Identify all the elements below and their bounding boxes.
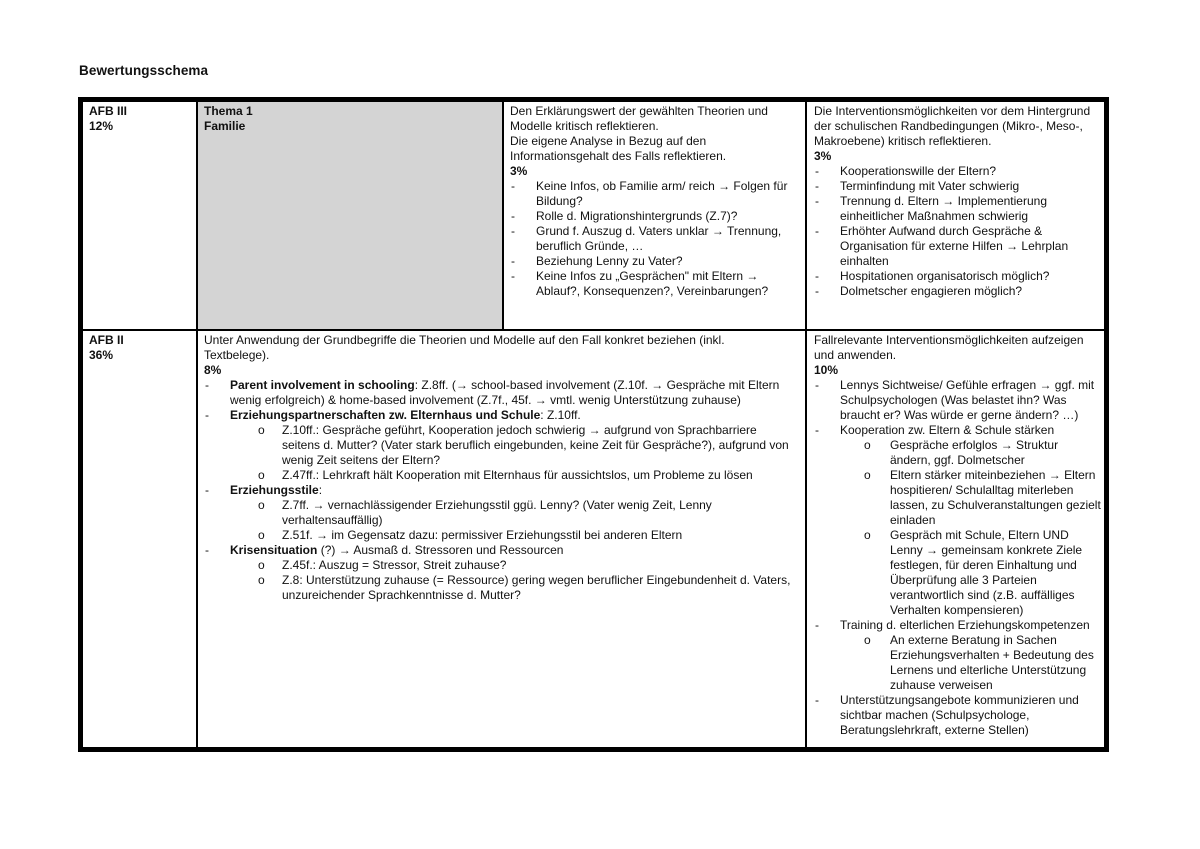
sub-list-item: o Z.47ff.: Lehrkraft hält Kooperation mit Elternhaus für aussichtslos, um Probleme zu lösen	[204, 468, 791, 483]
list-item: - Grund f. Auszug d. Vaters unklar → Trennung, beruflich Gründe, …	[510, 224, 788, 254]
concept-text: :	[318, 483, 323, 497]
concept-term: Parent involvement in schooling	[230, 378, 415, 392]
sub-list-item: o Z.8: Unterstützung zuhause (= Ressource) gering wegen beruflicher Eingebundenheit d. Vaters, unzureichender Sprachkenntnisse d. Mutter?	[204, 573, 791, 603]
row1-theme-cell	[198, 102, 502, 329]
row2-intervention-cell	[807, 331, 1104, 752]
application-percentage: 8%	[204, 363, 222, 377]
concept-text: (?) → Ausmaß d. Stressoren und Ressourcen	[317, 543, 564, 557]
intervention-intro: Die Interventionsmöglichkeiten vor dem Hintergrund der schulischen Randbedingungen (Mikro-, Meso-, Makroebene) kritisch reflektieren.	[814, 104, 1091, 148]
list-item	[204, 483, 791, 498]
intervention-percentage: 3%	[814, 149, 832, 163]
list-item: - Keine Infos, ob Familie arm/ reich → Folgen für Bildung?	[510, 179, 788, 209]
row2-afb-cell	[83, 331, 196, 752]
sub-list-item: o Eltern stärker miteinbeziehen → Eltern hospitieren/ Schulalltag miterleben lassen, zu Schulveranstaltungen gezielt einladen	[814, 468, 1102, 528]
concept-term: Erziehungsstile	[230, 483, 319, 497]
concept-term: Krisensituation	[230, 543, 318, 557]
list-item: - Dolmetscher engagieren möglich?	[814, 284, 1098, 299]
application-intro: Unter Anwendung der Grundbegriffe die Theorien und Modelle auf den Fall konkret beziehen (inkl. Textbelege).	[204, 333, 725, 362]
assessment-table	[78, 97, 1109, 752]
reflection-intro-2: Die eigene Analyse in Bezug auf den Informationsgehalt des Falls reflektieren.	[510, 134, 727, 163]
list-item: - Trennung d. Eltern → Implementierung einheitlicher Maßnahmen schwierig	[814, 194, 1098, 224]
sub-list-item: o An externe Beratung in Sachen Erziehungsverhalten + Bedeutung des Lernens und elterliche Unterstützung zuhause verweisen	[814, 633, 1102, 693]
list-item: - Beziehung Lenny zu Vater?	[510, 254, 788, 269]
sub-list-item: o Gespräch mit Schule, Eltern UND Lenny → gemeinsam konkrete Ziele festlegen, für deren Einhaltung und Überprüfung alle 3 Parteien verantwortlich sind (z.B. auffälliges Verhalten kompensieren)	[814, 528, 1102, 618]
intervention-intro: Fallrelevante Interventionsmöglichkeiten aufzeigen und anwenden.	[814, 333, 1084, 362]
list-item	[204, 408, 791, 423]
page-title: Bewertungsschema	[79, 63, 209, 78]
sub-list-item: o Z.45f.: Auszug = Stressor, Streit zuhause?	[204, 558, 791, 573]
sub-list-item: o Z.51f. → im Gegensatz dazu: permissiver Erziehungsstil bei anderen Eltern	[204, 528, 791, 543]
reflection-percentage: 3%	[510, 164, 528, 178]
concept-text: : Z.10ff.	[540, 408, 581, 422]
list-item: - Terminfindung mit Vater schwierig	[814, 179, 1098, 194]
afb-label: AFB III	[89, 104, 127, 118]
sub-list-item: o Gespräche erfolglos → Struktur ändern, ggf. Dolmetscher	[814, 438, 1102, 468]
reflection-intro-1: Den Erklärungswert der gewählten Theorien und Modelle kritisch reflektieren.	[510, 104, 768, 133]
sub-list-item: o Z.10ff.: Gespräche geführt, Kooperation jedoch schwierig → aufgrund von Sprachbarriere seitens d. Mutter? (Vater stark beruflich eingebunden, keine Zeit für Gespräche?), aufgrund von wenig Zeit seitens der Eltern?	[204, 423, 791, 468]
list-item: - Erhöhter Aufwand durch Gespräche & Organisation für externe Hilfen → Lehrplan einhalten	[814, 224, 1098, 269]
list-item: - Kooperation zw. Eltern & Schule stärken	[814, 423, 1102, 438]
list-item: - Lennys Sichtweise/ Gefühle erfragen → ggf. mit Schulpsychologen (Was belastet ihn? Was braucht er? Was würde er gerne ändern? …)	[814, 378, 1102, 423]
row1-reflection-cell	[504, 102, 802, 329]
list-item: - Hospitationen organisatorisch möglich?	[814, 269, 1098, 284]
theme-name: Familie	[204, 119, 246, 133]
afb-label: AFB II	[89, 333, 124, 347]
list-item	[204, 378, 791, 408]
afb-percentage: 12%	[89, 119, 114, 133]
row1-afb-cell	[83, 102, 196, 329]
list-item: - Kooperationswille der Eltern?	[814, 164, 1098, 179]
intervention-percentage: 10%	[814, 363, 839, 377]
row1-intervention-cell	[807, 102, 1104, 329]
list-item: - Unterstützungsangebote kommunizieren und sichtbar machen (Schulpsychologe, Beratungslehrkraft, externe Stellen)	[814, 693, 1102, 738]
concept-term: Erziehungspartnerschaften zw. Elternhaus und Schule	[230, 408, 541, 422]
list-item	[204, 543, 791, 558]
list-item: - Rolle d. Migrationshintergrunds (Z.7)?	[510, 209, 788, 224]
sub-list-item: o Z.7ff. → vernachlässigender Erziehungsstil ggü. Lenny? (Vater wenig Zeit, Lenny verhaltensauffällig)	[204, 498, 791, 528]
theme-label: Thema 1	[204, 104, 253, 118]
concept-text: : Z.8ff. (→ school-based involvement (Z.10f. → Gespräche mit Eltern wenig erfolgreich) & home-based involvement (Z.7f., 45f. → vmtl. wenig Unterstützung zuhause)	[230, 378, 780, 407]
list-item: - Training d. elterlichen Erziehungskompetenzen	[814, 618, 1102, 633]
row2-application-cell	[198, 331, 803, 752]
list-item: - Keine Infos zu „Gesprächen" mit Eltern → Ablauf?, Konsequenzen?, Vereinbarungen?	[510, 269, 788, 299]
afb-percentage: 36%	[89, 348, 114, 362]
